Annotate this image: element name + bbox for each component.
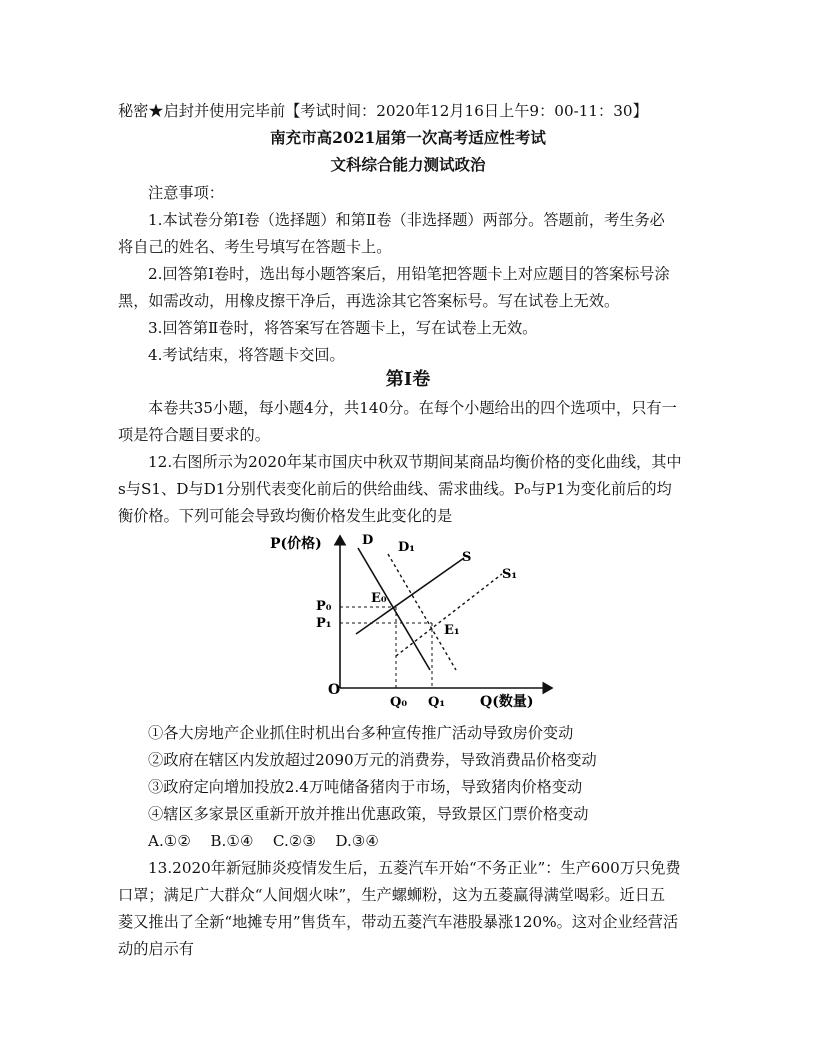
q12-option: ③政府定向增加投放2.4万吨储备猪肉于市场，导致猪肉价格变动	[148, 778, 583, 796]
d-label: D	[362, 533, 374, 548]
q12-choices: A.①② B.①④ C.②③ D.③④	[148, 832, 380, 850]
notice-item: 3.回答第Ⅱ卷时，将答案写在答题卡上，写在试卷上无效。	[148, 319, 538, 337]
demand-curve-d	[358, 548, 430, 670]
q12-option: ①各大房地产企业抓住时机出台多种宣传推广活动导致房价变动	[148, 724, 574, 742]
q13-stem: 13.2020年新冠肺炎疫情发生后，五菱汽车开始“不务正业”：生产600万只免费	[148, 859, 681, 877]
notice-item: 1.本试卷分第Ⅰ卷（选择题）和第Ⅱ卷（非选择题）两部分。答题前，考生务必	[148, 211, 665, 229]
x-axis-label: Q(数量)	[480, 694, 534, 710]
supply-curve-s1	[396, 574, 502, 656]
notice-item: 将自己的姓名、考生号填写在答题卡上。	[118, 238, 392, 256]
subject-title: 文科综合能力测试政治	[330, 155, 486, 174]
origin-label: O	[328, 682, 341, 698]
s-label: S	[462, 550, 472, 565]
q13-stem: 动的启示有	[118, 940, 194, 958]
section-intro: 项是符合题目要求的。	[118, 426, 270, 444]
secret-line: 秘密★启封并使用完毕前【考试时间：2020年12月16日上午9：00-11：30】	[118, 102, 648, 120]
q0-label: Q₀	[390, 695, 408, 710]
q12-option: ②政府在辖区内发放超过2090万元的消费券，导致消费品价格变动	[148, 751, 597, 769]
notice-item: 4.考试结束，将答题卡交回。	[148, 346, 345, 364]
e0-label: E₀	[371, 591, 387, 606]
notice-item: 黑，如需改动，用橡皮擦干净后，再选涂其它答案标号。写在试卷上无效。	[118, 292, 620, 310]
y-axis-label: P(价格)	[270, 536, 322, 552]
p0-label: P₀	[316, 599, 332, 614]
d1-label: D₁	[398, 540, 415, 555]
q13-stem: 口罩；满足广大群众“人间烟火味”，生产螺蛳粉，这为五菱赢得满堂喝彩。近日五	[118, 886, 666, 904]
e1-label: E₁	[444, 623, 460, 638]
q12-stem: 12.右图所示为2020年某市国庆中秋双节期间某商品均衡价格的变化曲线，其中	[148, 453, 682, 471]
section-title: 第Ⅰ卷	[385, 369, 431, 390]
section-intro: 本卷共35小题，每小题4分，共140分。在每个小题给出的四个选项中，只有一	[148, 399, 677, 417]
q12-option: ④辖区多家景区重新开放并推出优惠政策，导致景区门票价格变动	[148, 805, 589, 823]
notice-item: 2.回答第Ⅰ卷时，选出每小题答案后，用铅笔把答题卡上对应题目的答案标号涂	[148, 265, 670, 283]
notice-heading: 注意事项：	[148, 184, 224, 202]
supply-demand-graph	[270, 530, 560, 710]
q12-stem: 衡价格。下列可能会导致均衡价格发生此变化的是	[118, 507, 453, 525]
s1-label: S₁	[502, 567, 518, 582]
exam-title: 南充市高2021届第一次高考适应性考试	[270, 128, 546, 147]
q1-label: Q₁	[428, 695, 446, 710]
q12-stem: s与S1、D与D1分别代表变化前后的供给曲线、需求曲线。P₀与P1为变化前后的均	[118, 480, 672, 498]
q13-stem: 菱又推出了全新“地摊专用”售货车，带动五菱汽车港股暴涨120%。这对企业经营活	[118, 913, 679, 931]
p1-label: P₁	[316, 616, 332, 631]
